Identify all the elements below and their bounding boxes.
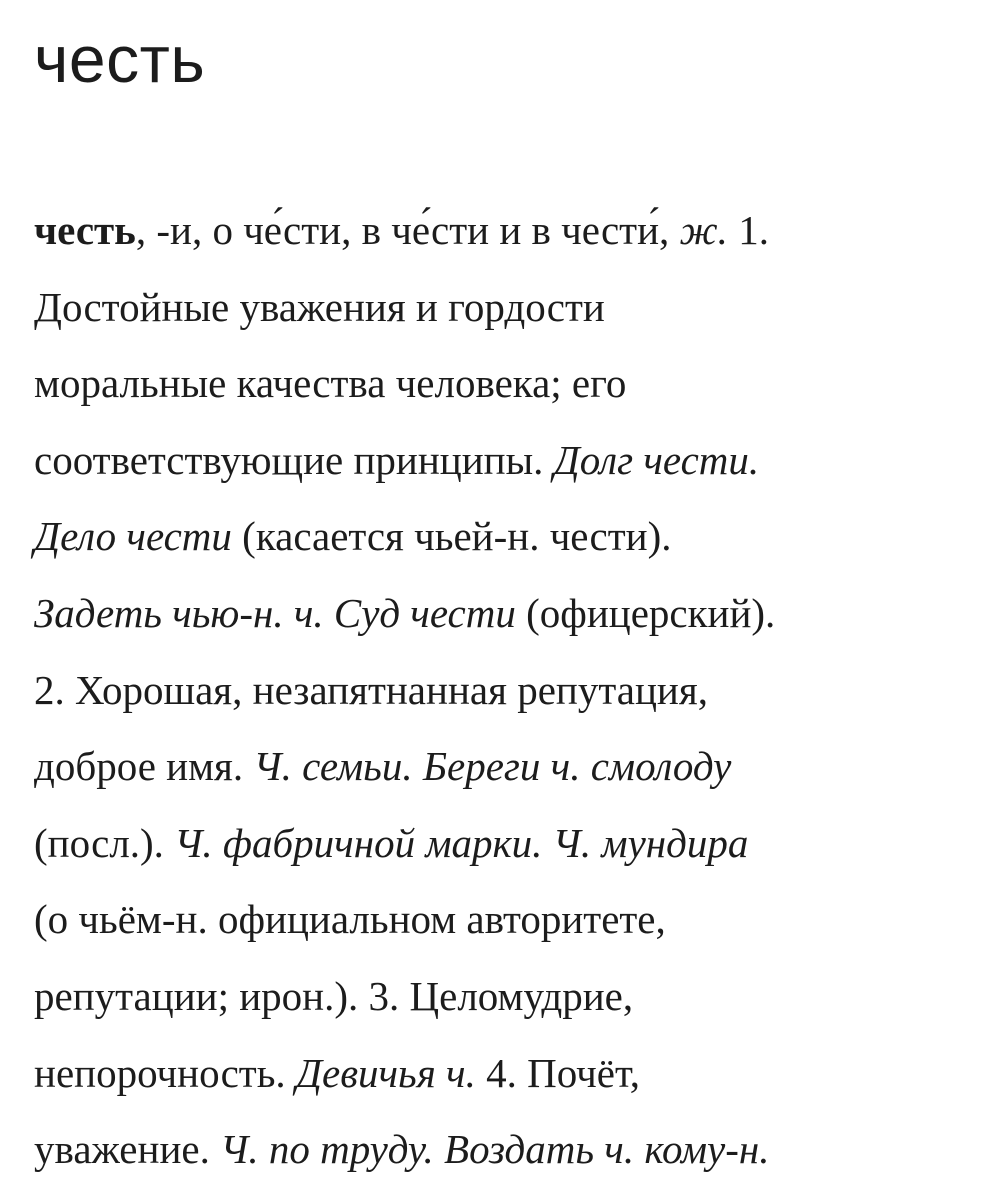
entry-headword: честь bbox=[34, 207, 136, 253]
entry-text: (офицерский). bbox=[515, 589, 776, 636]
entry-line bbox=[34, 422, 974, 499]
entry-line bbox=[34, 192, 974, 269]
entry-text: (о чьём-н. официальном авторитете, bbox=[34, 896, 666, 943]
entry-line bbox=[34, 805, 974, 882]
entry-line bbox=[34, 575, 974, 652]
entry-line bbox=[34, 269, 974, 346]
entry-text: (посл.). bbox=[34, 819, 175, 866]
page-title: честь bbox=[34, 22, 206, 96]
entry-line bbox=[34, 345, 974, 422]
entry-text: соответствующие принципы. bbox=[34, 436, 554, 483]
entry-example: Долг чести. bbox=[553, 436, 760, 483]
dictionary-entry bbox=[34, 192, 974, 1188]
entry-line bbox=[34, 1111, 974, 1188]
entry-line bbox=[34, 958, 974, 1035]
entry-text: 4. Почёт, bbox=[475, 1049, 641, 1096]
entry-text: уважение. bbox=[34, 1126, 221, 1173]
entry-text: , -и, о че́сти, в че́сти и в чести́, bbox=[135, 207, 680, 253]
entry-example: Задеть чью-н. ч. Суд чести bbox=[34, 589, 516, 636]
entry-text: доброе имя. bbox=[34, 743, 254, 790]
entry-example: Девичья ч. bbox=[295, 1049, 476, 1096]
entry-text: 1. bbox=[727, 207, 769, 253]
entry-line bbox=[34, 881, 974, 958]
entry-example: Ч. по труду. Воздать ч. кому-н. bbox=[220, 1126, 770, 1173]
entry-line bbox=[34, 728, 974, 805]
entry-line bbox=[34, 498, 974, 575]
entry-example: ж. bbox=[679, 207, 728, 253]
entry-example: Ч. фабричной марки. Ч. мундира bbox=[174, 819, 749, 866]
entry-line bbox=[34, 652, 974, 729]
entry-example: Дело чести bbox=[34, 513, 232, 560]
entry-example: Ч. семьи. Береги ч. смолоду bbox=[253, 743, 732, 790]
entry-text: репутации; ирон.). 3. Целомудрие, bbox=[34, 972, 634, 1019]
entry-text: Достойные уважения и гордости bbox=[34, 283, 605, 330]
entry-text: непорочность. bbox=[34, 1049, 296, 1096]
entry-line bbox=[34, 1035, 974, 1112]
entry-text: моральные качества человека; его bbox=[34, 360, 627, 407]
entry-text: 2. Хорошая, незапятнанная репутация, bbox=[34, 666, 708, 713]
entry-text: (касается чьей-н. чести). bbox=[231, 513, 672, 560]
